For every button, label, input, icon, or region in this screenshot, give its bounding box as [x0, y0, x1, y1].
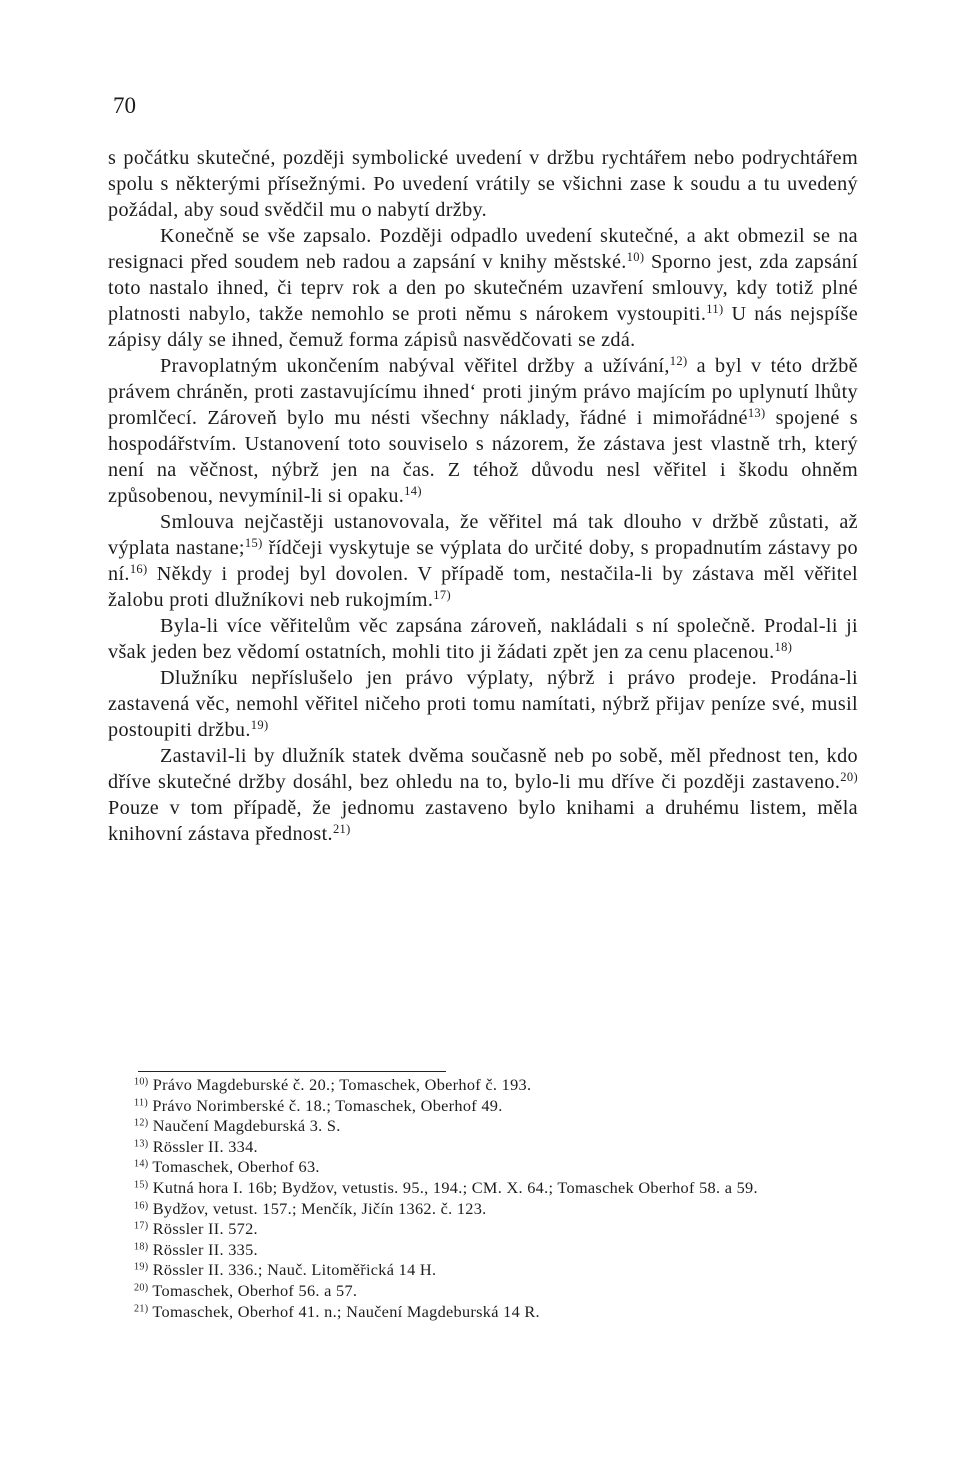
footnote	[108, 1219, 856, 1240]
footnote	[108, 1260, 856, 1281]
page-number: 70	[113, 93, 136, 118]
footnote-marker: 14)	[404, 484, 422, 499]
footnote-marker: 17)	[433, 588, 451, 603]
footnote-text: Rössler II. 572.	[148, 1219, 258, 1239]
footnote	[108, 1157, 856, 1178]
footnote-marker: 21)	[332, 822, 351, 837]
paragraph	[108, 743, 858, 847]
paragraph-text: Byla-li více věřitelům věc zapsána zároveň, nakládali s ní společně. Prodal-li ji však jeden bez vědomí ostatních, mohli tito ji žádati zpět jen za cenu placenou.	[108, 615, 858, 663]
footnote-text: Bydžov, vetust. 157.; Menčík, Jičín 1362. č. 123.	[148, 1198, 487, 1218]
body-text	[108, 145, 858, 847]
footnote	[108, 1199, 856, 1220]
paragraph-text: Konečně se vše zapsalo. Později odpadlo uvedení skutečné, a akt obmezil se na resignaci před soudem neb radou a zapsání v knihy městské.	[108, 225, 858, 273]
footnote-marker: 20)	[840, 770, 858, 785]
footnote-number: 14)	[134, 1158, 149, 1170]
footnote	[108, 1178, 856, 1199]
footnote-number: 12)	[134, 1117, 149, 1129]
footnote	[108, 1116, 856, 1137]
paragraph	[108, 509, 858, 613]
paragraph-text: Sporno jest, zda zapsání toto nastalo ihned, či teprv rok a den po skutečném uzavření smlouvy, kdy totiž plné platnosti nabylo, takže nemohlo se proti němu s nárokem vystoupiti.	[108, 251, 859, 325]
footnote-text: Kutná hora I. 16b; Bydžov, vetustis. 95., 194.; CM. X. 64.; Tomaschek Oberhof 58. a 59.	[148, 1177, 758, 1197]
footnote-number: 19)	[134, 1261, 149, 1273]
paragraph-text: s počátku skutečné, později symbolické uvedení v držbu rychtářem nebo podrychtářem spolu s některými přísežnými. Po uvedení vrátily se všichni zase k soudu a tu uvedený požádal, aby soud svědčil mu o nabytí držby.	[108, 147, 858, 221]
footnote	[108, 1075, 856, 1096]
footnote-number: 20)	[134, 1282, 149, 1294]
footnote-text: Rössler II. 334.	[148, 1136, 258, 1156]
footnote	[108, 1281, 856, 1302]
footnote-marker: 16)	[129, 562, 148, 577]
footnote-text: Rössler II. 335.	[148, 1239, 258, 1259]
footnote-text: Tomaschek, Oberhof 41. n.; Naučení Magdeburská 14 R.	[148, 1301, 540, 1321]
paragraph	[108, 613, 858, 665]
footnote-text: Právo Norimberské č. 18.; Tomaschek, Oberhof 49.	[147, 1095, 503, 1115]
paragraph	[108, 353, 858, 509]
footnotes	[108, 1075, 856, 1322]
paragraph	[108, 145, 858, 223]
footnote-marker: 13)	[747, 406, 766, 421]
paragraph-text: Zastavil-li by dlužník statek dvěma současně neb po sobě, měl přednost ten, kdo dříve skutečné držby dosáhl, bez ohledu na to, bylo-li mu dříve či později zastaveno.	[108, 745, 858, 793]
paragraph-text: U nás nejspíše zápisy dály se ihned, čemuž forma zápisů nasvědčovati se zdá.	[108, 303, 858, 351]
footnote-separator	[138, 1071, 446, 1072]
paragraph-text: Pouze v tom případě, že jednomu zastaveno bylo knihami a druhému listem, měla knihovní zástava přednost.	[108, 797, 858, 845]
paragraph-text: Dlužníku nepříslušelo jen právo výplaty, nýbrž i právo prodeje. Prodána-li zastavená věc, nemohl věřitel ničeho proti tomu namítati, nýbrž přijav peníze své, musil postoupiti držbu.	[108, 667, 858, 741]
footnote-marker: 12)	[669, 354, 688, 369]
footnote-marker: 15)	[244, 536, 263, 551]
footnote-text: Naučení Magdeburská 3. S.	[148, 1116, 341, 1136]
footnote-number: 13)	[134, 1138, 149, 1150]
footnote-number: 17)	[134, 1220, 149, 1232]
paragraph	[108, 223, 858, 353]
paragraph-text: Někdy i prodej byl dovolen. V případě tom, nestačila-li by zástava měl věřitel žalobu proti dlužníkovi neb rukojmím.	[108, 563, 858, 611]
paragraph-text: řídčeji vyskytuje se výplata do určité doby, s propadnutím zástavy po ní.	[108, 537, 858, 585]
paragraph-text: spojené s hospodářstvím. Ustanovení toto souviselo s názorem, že zástava jest vlastně trh, který není na věčnost, nýbrž jen na čas. Z téhož důvodu nesl věřitel i škodu ohněm způsobenou, nevymínil-li si opaku.	[108, 407, 858, 507]
paragraph-text: a byl v této držbě právem chráněn, proti zastavujícímu ihned‘ proti jiným právo majícím po uplynutí lhůty promlčecí. Zároveň bylo mu nésti všechny náklady, řádné i mimořádné	[108, 355, 858, 429]
footnote-marker: 11)	[706, 302, 724, 317]
paragraph-text: Pravoplatným ukončením nabýval věřitel držby a užívání,	[160, 355, 670, 377]
footnote-text: Tomaschek, Oberhof 56. a 57.	[148, 1280, 358, 1300]
footnote-text: Právo Magdeburské č. 20.; Tomaschek, Oberhof č. 193.	[148, 1075, 532, 1094]
footnote	[108, 1302, 856, 1323]
footnote-marker: 10)	[626, 250, 645, 265]
footnote-number: 10)	[134, 1076, 149, 1088]
footnote	[108, 1096, 856, 1117]
footnote	[108, 1137, 856, 1158]
footnote-number: 11)	[134, 1097, 148, 1109]
footnote-number: 18)	[134, 1241, 149, 1253]
footnote-marker: 18)	[774, 640, 793, 655]
footnote-number: 16)	[134, 1200, 149, 1212]
footnote-marker: 19)	[250, 718, 269, 733]
footnote	[108, 1240, 856, 1261]
footnote-text: Rössler II. 336.; Nauč. Litoměřická 14 H.	[148, 1260, 437, 1280]
paragraph-text: Smlouva nejčastěji ustanovovala, že věřitel má tak dlouho v držbě zůstati, až výplata nastane;	[108, 511, 858, 559]
footnote-number: 15)	[134, 1179, 149, 1191]
footnote-text: Tomaschek, Oberhof 63.	[148, 1157, 320, 1177]
footnote-number: 21)	[134, 1302, 149, 1314]
paragraph	[108, 665, 858, 743]
